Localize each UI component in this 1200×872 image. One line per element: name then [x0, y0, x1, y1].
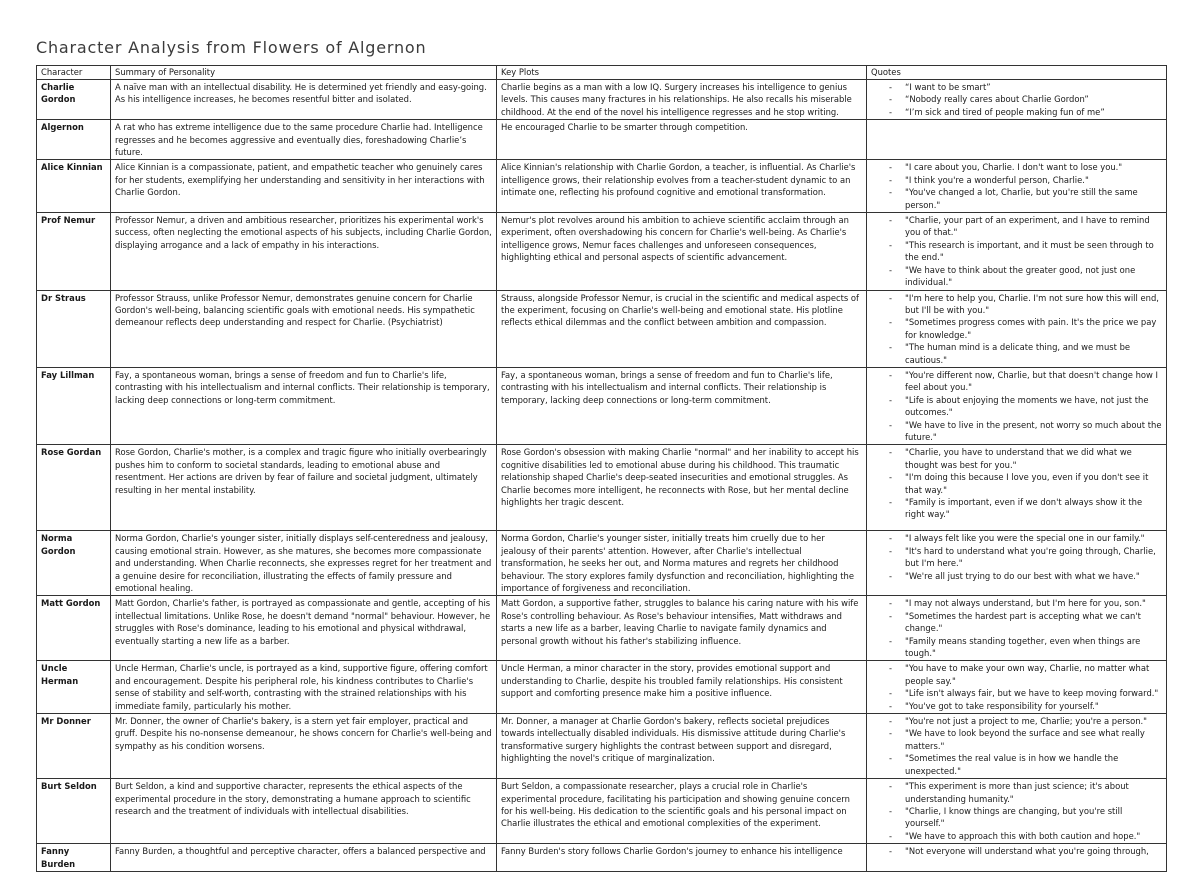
character-name: Norma Gordon [37, 531, 111, 596]
key-plot: Mr. Donner, a manager at Charlie Gordon's bakery, reflects societal prejudices towards intellectually disabled individuals. His dismissive attitude during Charlie's transformative surgery highlights the contrast between support and disregard, highlighting the novel's critique of marginalization. [497, 714, 867, 779]
quotes-cell [867, 290, 1167, 367]
personality-summary: Alice Kinnian is a compassionate, patient, and empathetic teacher who genuinely cares for her students, exemplifying her understanding and sensitivity in her interactions with Charlie Gordon. [111, 160, 497, 213]
table-row [37, 844, 1167, 872]
quotes-cell [867, 367, 1167, 444]
character-name: Fay Lillman [37, 367, 111, 444]
quote-item: - "Sometimes the real value is in how we handle the unexpected." [871, 752, 1162, 777]
quotes-cell [867, 80, 1167, 120]
quote-list [871, 81, 1162, 118]
key-plot: Burt Seldon, a compassionate researcher, plays a crucial role in Charlie's experimental procedure, facilitating his participation and showing genuine concern for his well-being. His dedication to the scientific goals and his personal impact on Charlie illustrates the ethical and emotional complexities of the experiment. [497, 779, 867, 844]
quote-item: - "You're different now, Charlie, but that doesn't change how I feel about you." [871, 369, 1162, 394]
character-name: Burt Seldon [37, 779, 111, 844]
key-plot: Rose Gordon's obsession with making Charlie "normal" and her inability to accept his cognitive disabilities led to emotional abuse during his childhood. This traumatic relationship shaped Charlie's deep-seated insecurities and emotional struggles. As Charlie becomes more intelligent, he reconnects with Rose, but her mental decline highlights her tragic descent. [497, 445, 867, 531]
character-name: Mr Donner [37, 714, 111, 779]
table-body [37, 80, 1167, 872]
quotes-cell [867, 160, 1167, 213]
quotes-cell [867, 714, 1167, 779]
personality-summary: Norma Gordon, Charlie's younger sister, initially displays self-centeredness and jealousy, causing emotional strain. However, as she matures, she becomes more compassionate and understanding. When Charlie reconnects, she expresses regret for her treatment and a genuine desire for reconciliation, illustrating the effects of family pressure and emotional healing. [111, 531, 497, 596]
personality-summary: Burt Seldon, a kind and supportive character, represents the ethical aspects of the experimental procedure in the story, demonstrating a humane approach to scientific research and the treatment of individuals with intellectual disabilities. [111, 779, 497, 844]
personality-summary: Professor Nemur, a driven and ambitious researcher, prioritizes his experimental work's success, often neglecting the emotional aspects of his subjects, including Charlie Gordon, displaying arrogance and a lack of empathy in his interactions. [111, 213, 497, 290]
character-name: Algernon [37, 120, 111, 160]
quote-list [871, 446, 1162, 520]
personality-summary: Mr. Donner, the owner of Charlie's bakery, is a stern yet fair employer, practical and gruff. Despite his no-nonsense demeanour, he shows concern for Charlie's well-being and sympathy as his condition worsens. [111, 714, 497, 779]
personality-summary: Uncle Herman, Charlie's uncle, is portrayed as a kind, supportive figure, offering comfort and encouragement. Despite his peripheral role, his kindness contributes to Charlie's sense of stability and self-worth, contrasting with the strained relationships with his immediate family, particularly his mother. [111, 661, 497, 714]
quote-list [871, 214, 1162, 288]
quote-item: - "Life isn't always fair, but we have to keep moving forward." [871, 687, 1162, 699]
quotes-cell [867, 844, 1167, 872]
key-plot: Strauss, alongside Professor Nemur, is crucial in the scientific and medical aspects of the experiment, focusing on Charlie's well-being and emotional state. His plotline reflects ethical dilemmas and the conflict between ambition and compassion. [497, 290, 867, 367]
document-title: Character Analysis from Flowers of Algernon [36, 38, 427, 57]
table-row [37, 661, 1167, 714]
quotes-cell [867, 596, 1167, 661]
personality-summary: Fanny Burden, a thoughtful and perceptive character, offers a balanced perspective and [111, 844, 497, 872]
quote-item: - "It's hard to understand what you're going through, Charlie, but I'm here." [871, 545, 1162, 570]
personality-summary: Matt Gordon, Charlie's father, is portrayed as compassionate and gentle, accepting of his intellectual limitations. Unlike Rose, he doesn't demand "normal" behaviour. However, he struggles with Rose's dominance, leading to his emotional and physical withdrawal, eventually starting a new life as a barber. [111, 596, 497, 661]
quote-item: - "Sometimes progress comes with pain. It's the price we pay for knowledge." [871, 316, 1162, 341]
table-row [37, 596, 1167, 661]
quote-item: - "You've changed a lot, Charlie, but you're still the same person." [871, 186, 1162, 211]
personality-summary: A rat who has extreme intelligence due to the same procedure Charlie had. Intelligence regresses and he becomes aggressive and eventually dies, foreshadowing Charlie’s future. [111, 120, 497, 160]
quote-item: - "We have to look beyond the surface and see what really matters." [871, 727, 1162, 752]
quote-item: - "Charlie, you have to understand that we did what we thought was best for you." [871, 446, 1162, 471]
key-plot: Fanny Burden's story follows Charlie Gordon's journey to enhance his intelligence [497, 844, 867, 872]
quote-item: - "This research is important, and it must be seen through to the end." [871, 239, 1162, 264]
key-plot: Norma Gordon, Charlie's younger sister, initially treats him cruelly due to her jealousy of their parents' attention. However, after Charlie's intellectual transformation, he seeks her out, and Norma matures and regrets her childhood behaviour. The story explores family dysfunction and reconciliation, highlighting the importance of forgiveness and reconciliation. [497, 531, 867, 596]
personality-summary: Fay, a spontaneous woman, brings a sense of freedom and fun to Charlie's life, contrasting with his intellectualism and internal conflicts. Their relationship is temporary, lacking deep connections or long-term commitment. [111, 367, 497, 444]
quotes-cell [867, 445, 1167, 531]
quote-item: - "Family is important, even if we don't always show it the right way." [871, 496, 1162, 521]
quote-item: - "We're all just trying to do our best with what we have." [871, 570, 1162, 582]
quote-list [871, 292, 1162, 366]
quotes-cell [867, 213, 1167, 290]
quote-item: - “I want to be smart” [871, 81, 1162, 93]
character-table [36, 65, 1167, 872]
quote-item: - "We have to live in the present, not worry so much about the future." [871, 419, 1162, 444]
quote-item: - "Life is about enjoying the moments we have, not just the outcomes." [871, 394, 1162, 419]
table-row [37, 160, 1167, 213]
quote-item: - "You have to make your own way, Charlie, no matter what people say." [871, 662, 1162, 687]
header-summary: Summary of Personality [111, 66, 497, 80]
key-plot: Charlie begins as a man with a low IQ. Surgery increases his intelligence to genius levels. This causes many fractures in his relationships. He also recalls his miserable childhood. At the end of the novel his intelligence regresses and he stop writing. [497, 80, 867, 120]
quote-item: - "I think you're a wonderful person, Charlie." [871, 174, 1162, 186]
key-plot: Uncle Herman, a minor character in the story, provides emotional support and understanding to Charlie, despite his troubled family relationships. His consistent support and comforting presence make him a positive influence. [497, 661, 867, 714]
key-plot: Fay, a spontaneous woman, brings a sense of freedom and fun to Charlie's life, contrasting with his intellectualism and internal conflicts. Their relationship is temporary, lacking deep connections or long-term commitment. [497, 367, 867, 444]
table-row [37, 531, 1167, 596]
quote-item: - "I'm doing this because I love you, even if you don't see it that way." [871, 471, 1162, 496]
quote-list [871, 780, 1162, 842]
character-name: Charlie Gordon [37, 80, 111, 120]
table-row [37, 120, 1167, 160]
personality-summary: A naïve man with an intellectual disability. He is determined yet friendly and easy-going. As his intelligence increases, he becomes resentful bitter and isolated. [111, 80, 497, 120]
quote-item: - “I’m sick and tired of people making fun of me” [871, 106, 1162, 118]
table-row [37, 445, 1167, 531]
table-row [37, 714, 1167, 779]
quote-list [871, 662, 1162, 712]
table-row [37, 80, 1167, 120]
key-plot: Alice Kinnian's relationship with Charlie Gordon, a teacher, is influential. As Charlie's intelligence grows, their relationship evolves from a teacher-student dynamic to an intimate one, reflecting his profound cognitive and emotional transformation. [497, 160, 867, 213]
quote-item: - "Charlie, I know things are changing, but you're still yourself." [871, 805, 1162, 830]
character-name: Alice Kinnian [37, 160, 111, 213]
table-row [37, 290, 1167, 367]
quotes-cell [867, 779, 1167, 844]
quote-item: - "I care about you, Charlie. I don't want to lose you." [871, 161, 1162, 173]
quotes-cell [867, 120, 1167, 160]
quotes-cell [867, 531, 1167, 596]
quote-item: - "Not everyone will understand what you're going through, [871, 845, 1162, 857]
character-name: Uncle Herman [37, 661, 111, 714]
character-name: Rose Gordan [37, 445, 111, 531]
table-row [37, 367, 1167, 444]
quote-item: - "I always felt like you were the special one in our family." [871, 532, 1162, 544]
quote-list [871, 161, 1162, 211]
quotes-cell [867, 661, 1167, 714]
personality-summary: Rose Gordon, Charlie's mother, is a complex and tragic figure who initially overbearingly pushes him to conform to societal standards, leading to emotional abuse and resentment. Her actions are driven by fear of failure and societal judgment, ultimately resulting in her mental instability. [111, 445, 497, 531]
quote-item: - “Nobody really cares about Charlie Gordon” [871, 93, 1162, 105]
quote-item: - "This experiment is more than just science; it's about understanding humanity." [871, 780, 1162, 805]
key-plot: Matt Gordon, a supportive father, struggles to balance his caring nature with his wife Rose's controlling behaviour. As Rose's behaviour intensifies, Matt withdraws and starts a new life as a barber, leaving Charlie to navigate family dynamics and personal growth without his father's stabilizing influence. [497, 596, 867, 661]
character-name: Dr Straus [37, 290, 111, 367]
quote-item: - "You've got to take responsibility for yourself." [871, 700, 1162, 712]
quote-list [871, 532, 1162, 582]
quote-item: - "We have to think about the greater good, not just one individual." [871, 264, 1162, 289]
quote-list [871, 597, 1162, 659]
quote-item: - "You're not just a project to me, Charlie; you're a person." [871, 715, 1162, 727]
table-row [37, 779, 1167, 844]
character-name: Matt Gordon [37, 596, 111, 661]
quote-list [871, 715, 1162, 777]
header-character: Character [37, 66, 111, 80]
quote-item: - "Charlie, your part of an experiment, and I have to remind you of that." [871, 214, 1162, 239]
key-plot: Nemur's plot revolves around his ambition to achieve scientific acclaim through an experiment, often overshadowing his concern for Charlie's well-being. As Charlie's intelligence grows, Nemur faces challenges and unforeseen consequences, highlighting ethical and personal aspects of scientific advancement. [497, 213, 867, 290]
quote-list [871, 845, 1162, 857]
quote-item: - "We have to approach this with both caution and hope." [871, 830, 1162, 842]
quote-item: - "Sometimes the hardest part is accepting what we can't change." [871, 610, 1162, 635]
header-row [37, 66, 1167, 80]
personality-summary: Professor Strauss, unlike Professor Nemur, demonstrates genuine concern for Charlie Gordon's well-being, balancing scientific goals with emotional needs. His sympathetic demeanour reflects deep understanding and respect for Charlie. (Psychiatrist) [111, 290, 497, 367]
header-quotes: Quotes [867, 66, 1167, 80]
key-plot: He encouraged Charlie to be smarter through competition. [497, 120, 867, 160]
quote-item: - "The human mind is a delicate thing, and we must be cautious." [871, 341, 1162, 366]
character-name: Prof Nemur [37, 213, 111, 290]
table-row [37, 213, 1167, 290]
header-key-plots: Key Plots [497, 66, 867, 80]
character-name: Fanny Burden [37, 844, 111, 872]
quote-item: - "Family means standing together, even when things are tough." [871, 635, 1162, 660]
quote-item: - "I may not always understand, but I'm here for you, son." [871, 597, 1162, 609]
quote-list [871, 369, 1162, 443]
quote-item: - "I'm here to help you, Charlie. I'm not sure how this will end, but I'll be with you." [871, 292, 1162, 317]
